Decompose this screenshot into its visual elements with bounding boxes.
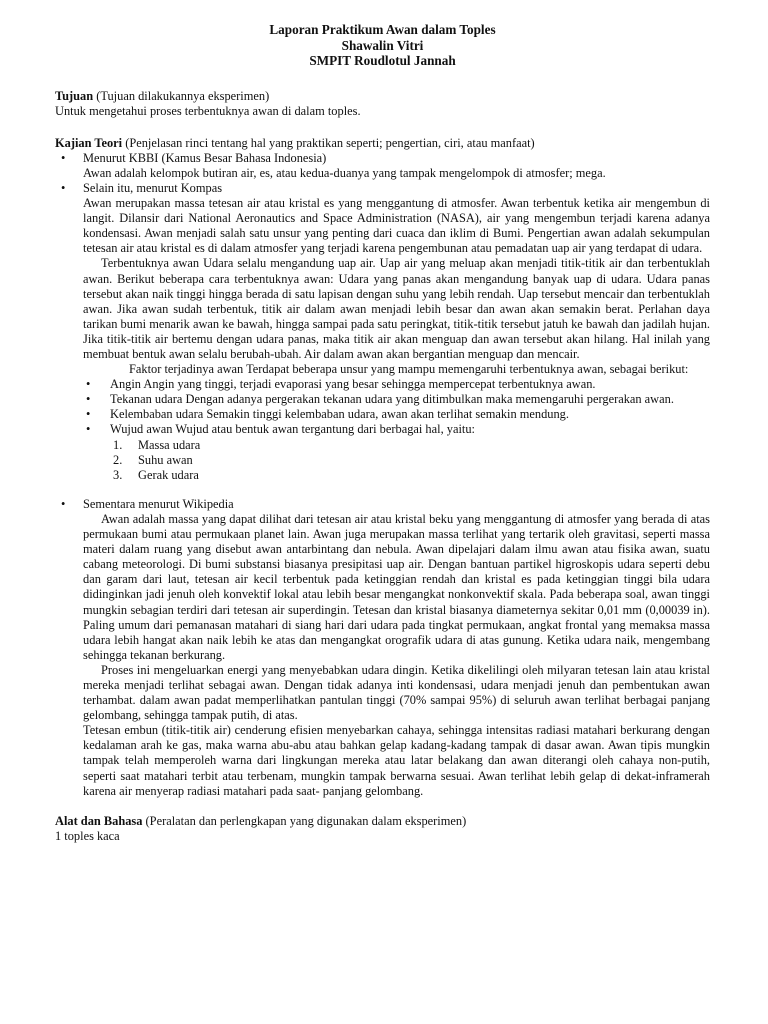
factor-text: Tekanan udara Dengan adanya pergerakan tekanan udara yang ditimbulkan maka memengaruhi pergerakan awan. (110, 392, 674, 407)
wiki-label: Sementara menurut Wikipedia (83, 496, 234, 511)
kompas-label: Selain itu, menurut Kompas (83, 180, 223, 195)
tujuan-text: Untuk mengetahui proses terbentuknya awan di dalam toples. (55, 103, 361, 118)
heading-note: (Penjelasan rinci tentang hal yang praktikan seperti; pengertian, ciri, atau manfaat) (122, 135, 535, 150)
section-heading (55, 89, 710, 104)
section-heading (55, 136, 710, 151)
heading-label: Kajian Teori (55, 135, 123, 150)
wiki-paragraph-3: Tetesan embun (titik-titik air) cenderung efisien menyebarkan cahaya, sehingga intensitas radiasi matahari berkurang dengan kedalaman arah ke gas, maka warna abu-abu atau bahkan gelap kadang-kadang tampak di dasar awan. Awan tipis mungkin tampak telah memperoleh warna dari lingkungan mereka atau latar belakang dan awan diterangi oleh cahaya non-putih, seperti saat matahari terbit atau terbenam, mungkin tampak berwarna sesuai. Awan terlihat lebih gelap di dekat-inframerah karena air menyerap radiasi matahari pada saat- panjang gelombang. (83, 723, 710, 798)
factor-text: Angin Angin yang tinggi, terjadi evaporasi yang besar sehingga mempercepat terbentuknya awan. (110, 377, 596, 392)
list-item (55, 438, 710, 453)
author-name: Shawalin Vitri (341, 37, 424, 53)
wujud-list (55, 438, 710, 483)
list-number: 1. (113, 437, 123, 452)
kbbi-label: Menurut KBBI (Kamus Besar Bahasa Indonesia) (83, 150, 327, 165)
list-item (80, 407, 710, 422)
list-item (80, 392, 710, 407)
kompas-paragraph-3: Faktor terjadinya awan Terdapat beberapa unsur yang mampu memengaruhi terbentuknya awan, sebagai berikut: (129, 362, 689, 377)
list-item (80, 377, 710, 392)
section-heading (55, 814, 710, 829)
kbbi-text: Awan adalah kelompok butiran air, es, atau kedua-duanya yang tampak mengelompok di atmosfer; mega. (83, 165, 606, 180)
report-title: Laporan Praktikum Awan dalam Toples (269, 22, 496, 37)
document-title-block (55, 22, 710, 69)
spacer (55, 483, 710, 497)
list-item (80, 422, 710, 437)
list-item-kompas (55, 181, 710, 377)
bullet-icon: • (61, 180, 66, 195)
bullet-icon: • (86, 407, 91, 422)
section-alat (55, 814, 710, 844)
heading-label: Tujuan (55, 88, 94, 103)
factor-list (55, 377, 710, 437)
section-kajian-teori (55, 136, 710, 799)
wiki-paragraph-1: Awan adalah massa yang dapat dilihat dari tetesan air atau kristal beku yang menggantung di atmosfer yang berada di atas permukaan bumi atau permukaan planet lain. Awan juga merupakan massa terlihat yang tertarik oleh gravitasi, seperti massa materi dalam ruang yang disebut awan antarbintang dan nebula. Awan dipelajari dalam ilmu awan atau fisika awan, suatu cabang meteorologi. Di bumi substansi biasanya presipitasi uap air. Dengan bantuan partikel higroskopis udara seperti debu dan garam dari laut, tetesan air kecil terbentuk pada ketinggian rendah dan kristal es pada ketinggian tinggi bila udara didinginkan jadi jenuh oleh konvektif lokal atau lebih besar mengangkat nonkonvektif skala. Pada beberapa soal, awan tinggi mungkin sebagian terdiri dari tetesan air superdingin. Tetesan dan kristal biasanya diameternya sekitar 0,01 mm (0,00039 in). Paling umum dari pemanasan matahari di siang hari dari udara pada tingkat permukaan, angkat frontal yang memaksa massa udara lebih hangat akan naik lebih ke atas dan mengangkat orografik udara di atas gunung. Ketika udara naik, mengembang sehingga tekanan berkurang. (83, 511, 710, 662)
list-text: Massa udara (138, 437, 201, 452)
wiki-paragraph-2: Proses ini mengeluarkan energi yang menyebabkan udara dingin. Ketika dikelilingi oleh milyaran tetesan lain atau kristal mereka menjadi terlihat sebagai awan. Dengan tidak adanya inti kondensasi, udara menjadi jenuh dan pembentukan awan terhambat. dalam awan padat memperlihatkan pantulan tinggi (70% sampai 95%) di seluruh awan terlihat berbagai panjang gelombang, sehingga tampak putih, di atas. (83, 662, 710, 723)
heading-label: Alat dan Bahasa (55, 813, 143, 828)
bullet-icon: • (86, 422, 91, 437)
list-item-wikipedia (55, 497, 710, 799)
section-tujuan (55, 89, 710, 119)
heading-note: (Tujuan dilakukannya eksperimen) (93, 88, 270, 103)
list-item-kbbi (55, 151, 710, 181)
kompas-paragraph-2: Terbentuknya awan Udara selalu mengandung uap air. Uap air yang meluap akan menjadi titik-titik air dan terbentuklah awan. Berikut beberapa cara terbentuknya awan: Udara yang panas akan mengandung banyak uap di udara. Udara panas tersebut akan naik tinggi hingga berada di satu lapisan dengan suhu yang lebih rendah. Uap tersebut mencair dan terbentuklah awan. Jika awan sudah terbentuk, titik air dalam awan menjadi lebih besar dan awan akan semakin berat. Perlahan daya tarikan bumi menarik awan ke bawah, hingga sampai pada satu peringkat, titik-titik tersebut jatuh ke bawah dan jadilah hujan. Jika titik-titik air bertemu dengan udara panas, maka titik air akan menguap dan awan tersebut akan hilang. Hal inilah yang membuat bentuk awan selalu berubah-ubah. Air dalam awan akan bergantian menguap dan mencair. (83, 256, 710, 361)
list-text: Suhu awan (138, 452, 193, 467)
factor-text: Kelembaban udara Semakin tinggi kelembaban udara, awan akan terlihat semakin mendung. (110, 407, 569, 422)
alat-item: 1 toples kaca (55, 828, 120, 843)
bullet-icon: • (61, 150, 66, 165)
bullet-icon: • (86, 377, 91, 392)
factor-text: Wujud awan Wujud atau bentuk awan tergantung dari berbagai hal, yaitu: (110, 422, 475, 437)
bullet-icon: • (86, 392, 91, 407)
list-item (55, 453, 710, 468)
bullet-icon: • (61, 496, 66, 511)
list-text: Gerak udara (138, 467, 199, 482)
list-item (55, 468, 710, 483)
school-name: SMPIT Roudlotul Jannah (309, 53, 456, 68)
list-number: 2. (113, 452, 123, 467)
heading-note: (Peralatan dan perlengkapan yang digunakan dalam eksperimen) (142, 813, 467, 828)
list-number: 3. (113, 467, 123, 482)
kompas-paragraph-1: Awan merupakan massa tetesan air atau kristal es yang menggantung di atmosfer. Awan terbentuk ketika air mengembun di langit. Dilansir dari National Aeronautics and Space Administration (NASA), air yang mengembun terjadi karena adanya kondensasi. Awan menjadi salah satu unsur yang penting dari cuaca dan iklim di Bumi. Pengertian awan adalah sekumpulan tetesan air atau kristal es di dalam atmosfer yang terjadi karena pengembunan atau pemadatan uap air yang terdapat di udara. (83, 196, 710, 256)
